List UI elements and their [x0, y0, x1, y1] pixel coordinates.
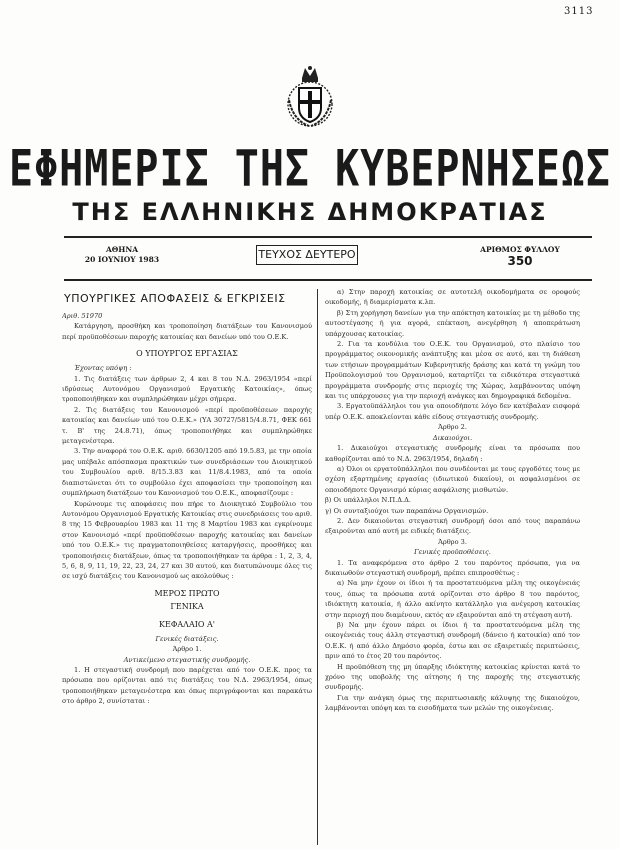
masthead-subtitle: ΤΗΣ ΕΛΛΗΝΙΚΗΣ ΔΗΜΟΚΡΑΤΙΑΣ	[72, 198, 548, 226]
paragraph: 3. Την αναφορά του Ο.Ε.Κ. αριθ. 6630/1205 από 19.5.83, με την οποία μας υπέβαλε απόσπασμα πρακτικών των συνεδριάσεων του Διοικητικού του Συμβουλίου αριθ. 8/15.3.83 και 11/8.4.1983, από τα οποία διαπιστώνεται ότι το συμβούλιο έχει αποφασίσει την τροποποίηση και συμπλήρωση διατάξεων του Κανονισμού του Ο.Ε.Κ., αποφασίζουμε :	[62, 447, 312, 498]
paragraph: 1. Τις διατάξεις των άρθρων 2, 4 και 8 του Ν.Δ. 2963/1954 «περί ιδρύσεως Αυτονόμου Οργανισμού Εργατικής Κατοικίας», όπως τροποποιήθηκαν και συμπληρώθηκαν μέχρι σήμερα.	[62, 374, 312, 404]
paragraph: 3. Εργατοϋπάλληλοι του για οποιοδήποτε λόγο δεν κατέβαλαν εισφορά υπέρ Ο.Ε.Κ. αποκλείονται κάθε είδους στεγαστικής συνδρομής.	[325, 402, 580, 421]
issue-date: 20 ΙΟΥΝΙΟΥ 1983	[84, 255, 160, 264]
paragraph: Άρθρο 1.	[172, 645, 202, 654]
paragraph: β) Οι υπάλληλοι Ν.Π.Δ.Δ.	[325, 496, 411, 505]
paragraph: γ) Οι συνταξιούχοι των παραπάνω Οργανισμών.	[325, 506, 489, 515]
sheet-number: 350	[507, 254, 533, 268]
page-number: 3113	[564, 6, 594, 17]
column-divider	[317, 289, 318, 845]
paragraph: ΜΕΡΟΣ ΠΡΩΤΟ ΓΕΝΙΚΑ	[154, 588, 220, 611]
left-text-column	[62, 311, 312, 846]
sheet-number-label: ΑΡΙΘΜΟΣ ΦΥΛΛΟΥ	[480, 245, 560, 254]
paragraph: 2. Τις διατάξεις του Κανονισμού «περί προϋποθέσεων παροχής κατοικίας και δανείων υπό του Ο.Ε.Κ.» (ΥΑ 30727/5815/4.8.71, ΦΕΚ 661 τ. Β' της 24.8.71), όπως τροποποιήθηκε και συμπληρώθηκε μεταγενέστερα.	[62, 405, 312, 446]
issue-place: ΑΘΗΝΑ	[105, 245, 139, 254]
paragraph: Αριθ. 51970	[62, 312, 103, 320]
paragraph: Γενικές προϋποθέσεις.	[414, 548, 491, 557]
paragraph: α) Όλοι οι εργατοϋπάλληλοι που συνδέονται με τους εργοδότες τους με σχέση εξαρτημένης εργασίας (ιδιωτικού δικαίου), οι ασφαλισμένοι σε οποιοδήποτε Οργανισμό κύριας ασφάλισης μισθωτών.	[325, 464, 580, 494]
masthead-rule-bottom	[64, 279, 592, 281]
sheet-number-block	[470, 245, 570, 266]
paragraph: Άρθρο 3.	[438, 537, 467, 546]
issue-series-box: ΤΕΥΧΟΣ ΔΕΥΤΕΡΟ	[256, 245, 358, 265]
paragraph: 1. Δικαιούχοι στεγαστικής συνδρομής είναι τα πρόσωπα που καθορίζονται από το Ν.Δ. 2963/1954, δηλαδή :	[325, 444, 580, 463]
paragraph: β) Να μην έχουν πάρει οι ίδιοι ή τα προστατευόμενα μέλη της οικογένειάς τους άλλη στεγαστική συνδρομή (δάνειο ή κατοικία) από τον Ο.Ε.Κ. ή από άλλο Δημόσιο φορέα, έστω και σε εξαιρετικές περιπτώσεις, πριν από το έτος 20 του παρόντος.	[325, 621, 580, 661]
paragraph: Αντικείμενο στεγαστικής συνδρομής.	[123, 655, 251, 664]
paragraph: Ο ΥΠΟΥΡΓΟΣ ΕΡΓΑΣΙΑΣ	[136, 349, 238, 359]
paragraph: 2. Δεν δικαιούνται στεγαστική συνδρομή όσοι από τους παραπάνω εξαιρούνται από αυτή με ειδικές διατάξεις.	[325, 516, 580, 536]
paragraph: Η προϋπόθεση της μη ύπαρξης ιδιόκτητης κατοικίας κρίνεται κατά το χρόνο της υποβολής της αίτησης ή της παροχής της στεγαστικής συνδρομής.	[325, 662, 580, 692]
masthead-rule-top	[64, 236, 592, 238]
issue-place-date	[72, 245, 172, 265]
paragraph: ΚΕΦΑΛΑΙΟ Α'	[159, 619, 215, 629]
section-title: ΥΠΟΥΡΓΙΚΕΣ ΑΠΟΦΑΣΕΙΣ & ΕΓΚΡΙΣΕΙΣ	[64, 292, 286, 305]
paragraph: Άρθρο 2.	[438, 423, 467, 432]
paragraph: Κυρώνουμε τις αποφάσεις που πήρε το Διοικητικό Συμβούλιο του Αυτονόμου Οργανισμού Εργατικής Κατοικίας στις συνεδριάσεις του αριθ. 8 της 15 Φεβρουαρίου 1983 και 11 της 8 Μαρτίου 1983 και εγκρίνουμε στον Κανονισμό «περί προϋποθέσεων παροχής κατοικίας και δανείων υπό του Ο.Ε.Κ.» τις πραγματοποιηθείσες καταργήσεις, προσθήκες και τροποποιήσεις διατάξεων, όπως τα τροποποιήθηκαν τα άρθρα : 1, 2, 3, 4, 5, 6, 8, 9, 11, 19, 22, 23, 24, 27 και 30 αυτού, και διατυπώνουμε όλες τις σε ισχύ διατάξεις του Κανονισμού ως ακολούθως :	[62, 499, 312, 581]
paragraph: Έχοντας υπόψη :	[74, 364, 132, 373]
coat-of-arms-emblem	[285, 64, 335, 128]
paragraph: Για την ανάγκη όμως της περιπτωσιακής κάλυψης της δικαιούχου, λαμβάνονται υπόψη και τα εισοδήματα των μελών της οικογένειας.	[325, 693, 580, 713]
paragraph: β) Στη χορήγηση δανείων για την απόκτηση κατοικίας με τη μέθοδο της αυτοστέγασης ή για αγορά, επέκταση, ανεγέρθηση ή αποπεράτωση υπάρχουσας κατοικίας.	[325, 308, 580, 338]
paragraph: 2. Για τα κονδύλια του Ο.Ε.Κ. του Οργανισμού, στο πλαίσιο του προγράμματος οικονομικής ανάπτυξης και μέσα σε αυτό, και τη διάθεση των ετήσιων προγραμμάτων Κυβερνητικής δράσης και κατά τη γνώμη του Προϋπολογισμού του Οργανισμού, καταρτίζει τα ειδικότερα στεγαστικά προγράμματα συνδρομής στις περιοχές της Χώρας, λαμβάνοντας υπόψη και τις υπάρχουσες για την περιοχή ανάγκες και δημογραφικά δεδομένα.	[325, 340, 580, 401]
paragraph: Δικαιούχοι.	[432, 433, 473, 442]
masthead-title: ΕΦΗΜΕΡΙΣ ΤΗΣ ΚΥΒΕΡΝΗΣΕΩΣ	[9, 140, 611, 198]
paragraph: 1. Τα αναφερόμενα στο άρθρο 2 του παρόντος πρόσωπα, για να δικαιωθούν στεγαστική συνδρομή, πρέπει επιπροσθέτως :	[325, 558, 580, 577]
paragraph: α) Να μην έχουν οι ίδιοι ή τα προστατευόμενα μέλη της οικογένειάς τους, όπως τα πρόσωπα αυτά ορίζονται στο άρθρο 8 του παρόντος, ιδιόκτητη κατοικία, ή άλλο ακίνητο κατάλληλο για ανέγερση κατοικίας στην περιοχή που διαμένουν, εκτός αν εξαιρούνται από τη στέγαση αυτή.	[325, 579, 580, 619]
right-text-column	[325, 287, 580, 845]
paragraph: Γενικές διατάξεις.	[155, 634, 219, 643]
paragraph: Κατάργηση, προσθήκη και τροποποίηση διατάξεων του Κανονισμού περί προϋποθέσεων παροχής κατοικίας και δανείων υπό του Ο.Ε.Κ.	[62, 322, 312, 341]
paragraph: 1. Η στεγαστική συνδρομή που παρέχεται από τον Ο.Ε.Κ. προς τα πρόσωπα που ορίζονται από τις διατάξεις του Ν.Δ. 2963/1954, όπως τροποποιήθηκαν μεταγενέστερα και όπως περιγράφονται και παρακάτω στο άρθρο 2, συνίσταται :	[62, 665, 312, 706]
paragraph: α) Στην παροχή κατοικίας σε αυτοτελή οικοδομήματα σε οροφούς οικοδομής, ή διαμερίσματα κ.λπ.	[325, 288, 580, 307]
